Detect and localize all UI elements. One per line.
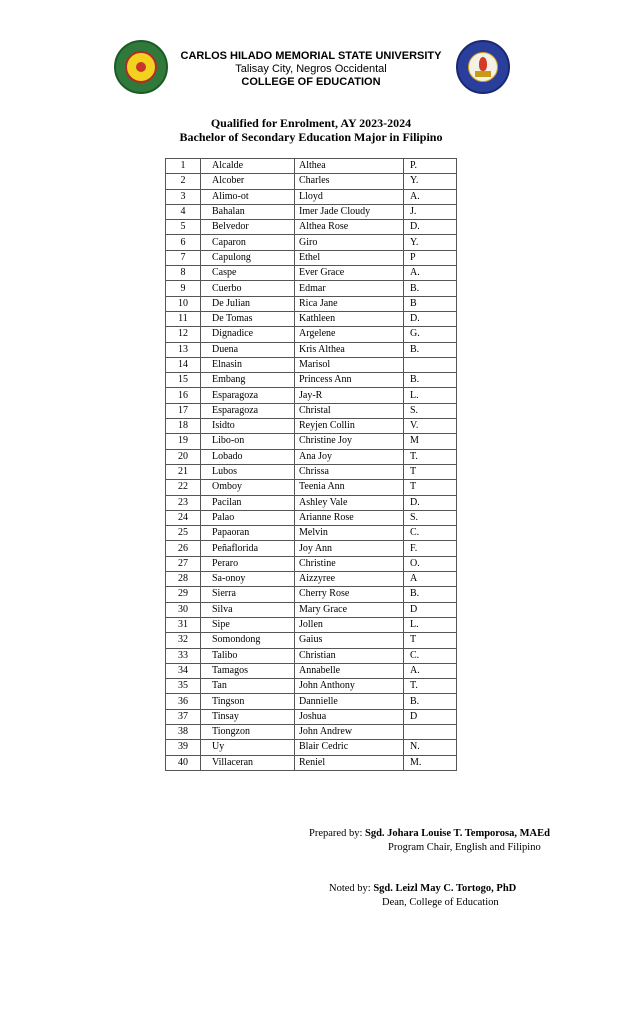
last-name: Dignadice [201,327,295,342]
row-number: 30 [166,602,201,617]
first-name: Marisol [295,357,404,372]
university-location: Talisay City, Negros Occidental [235,63,387,75]
last-name: Uy [201,740,295,755]
middle-initial: D [404,709,457,724]
table-row [166,572,457,587]
row-number: 15 [166,373,201,388]
last-name: Tiongzon [201,724,295,739]
table-row [166,510,457,525]
middle-initial: D. [404,220,457,235]
last-name: Bahalan [201,204,295,219]
first-name: Argelene [295,327,404,342]
first-name: Christine Joy [295,434,404,449]
row-number: 3 [166,189,201,204]
row-number: 17 [166,403,201,418]
row-number: 6 [166,235,201,250]
table-row [166,648,457,663]
middle-initial: B. [404,694,457,709]
first-name: Blair Cedric [295,740,404,755]
table-row [166,464,457,479]
first-name: Cherry Rose [295,587,404,602]
table-row [166,679,457,694]
table-row [166,235,457,250]
row-number: 36 [166,694,201,709]
table-row [166,419,457,434]
row-number: 38 [166,724,201,739]
last-name: Tamagos [201,663,295,678]
first-name: Princess Ann [295,373,404,388]
table-row [166,602,457,617]
table-row [166,159,457,174]
last-name: Peñaflorida [201,541,295,556]
first-name: Chrissa [295,464,404,479]
first-name: John Andrew [295,724,404,739]
last-name: Sierra [201,587,295,602]
middle-initial: P. [404,159,457,174]
middle-initial: L. [404,617,457,632]
row-number: 5 [166,220,201,235]
middle-initial: T [404,633,457,648]
last-name: Alcober [201,174,295,189]
table-row [166,342,457,357]
last-name: Talibo [201,648,295,663]
first-name: Mary Grace [295,602,404,617]
first-name: Christine [295,556,404,571]
row-number: 33 [166,648,201,663]
row-number: 9 [166,281,201,296]
middle-initial: D. [404,495,457,510]
middle-initial: D [404,602,457,617]
last-name: Cuerbo [201,281,295,296]
first-name: Jay-R [295,388,404,403]
middle-initial: J. [404,204,457,219]
row-number: 32 [166,633,201,648]
middle-initial: V. [404,419,457,434]
noted-by-name: Sgd. Leizl May C. Tortogo, PhD [373,883,517,894]
table-row [166,495,457,510]
first-name: Rica Jane [295,296,404,311]
first-name: Teenia Ann [295,480,404,495]
row-number: 4 [166,204,201,219]
last-name: Palao [201,510,295,525]
table-row [166,724,457,739]
table-row [166,541,457,556]
row-number: 1 [166,159,201,174]
first-name: Christal [295,403,404,418]
middle-initial [404,357,457,372]
last-name: Isidto [201,419,295,434]
row-number: 2 [166,174,201,189]
middle-initial [404,724,457,739]
first-name: Kathleen [295,311,404,326]
last-name: Elnasin [201,357,295,372]
last-name: Libo-on [201,434,295,449]
middle-initial: D. [404,311,457,326]
table-row [166,663,457,678]
first-name: Joy Ann [295,541,404,556]
first-name: Lloyd [295,189,404,204]
row-number: 7 [166,250,201,265]
table-row [166,357,457,372]
noted-by-label: Noted by: [329,883,374,894]
row-number: 34 [166,663,201,678]
table-row [166,311,457,326]
prepared-by [309,829,550,840]
first-name: John Anthony [295,679,404,694]
first-name: Annabelle [295,663,404,678]
last-name: Duena [201,342,295,357]
first-name: Althea [295,159,404,174]
table-row [166,449,457,464]
noted-by-title: Dean, College of Education [382,897,499,908]
row-number: 40 [166,755,201,770]
row-number: 29 [166,587,201,602]
middle-initial: N. [404,740,457,755]
first-name: Charles [295,174,404,189]
row-number: 14 [166,357,201,372]
table-row [166,266,457,281]
middle-initial: S. [404,510,457,525]
middle-initial: T [404,480,457,495]
last-name: Alcalde [201,159,295,174]
last-name: Tan [201,679,295,694]
middle-initial: C. [404,648,457,663]
first-name: Ethel [295,250,404,265]
first-name: Gaius [295,633,404,648]
last-name: Sipe [201,617,295,632]
middle-initial: G. [404,327,457,342]
last-name: Lobado [201,449,295,464]
last-name: Caparon [201,235,295,250]
table-row [166,281,457,296]
last-name: De Tomas [201,311,295,326]
first-name: Ana Joy [295,449,404,464]
row-number: 25 [166,526,201,541]
middle-initial: B. [404,373,457,388]
first-name: Althea Rose [295,220,404,235]
table-row [166,755,457,770]
row-number: 12 [166,327,201,342]
first-name: Edmar [295,281,404,296]
middle-initial: O. [404,556,457,571]
table-row [166,403,457,418]
first-name: Kris Althea [295,342,404,357]
prepared-by-title: Program Chair, English and Filipino [388,842,541,853]
first-name: Joshua [295,709,404,724]
middle-initial: A. [404,189,457,204]
first-name: Imer Jade Cloudy [295,204,404,219]
row-number: 18 [166,419,201,434]
last-name: De Julian [201,296,295,311]
middle-initial: Y. [404,174,457,189]
row-number: 8 [166,266,201,281]
row-number: 20 [166,449,201,464]
middle-initial: T [404,464,457,479]
last-name: Caspe [201,266,295,281]
table-row [166,204,457,219]
table-row [166,709,457,724]
table-row [166,327,457,342]
middle-initial: Y. [404,235,457,250]
prepared-by-label: Prepared by: [309,828,365,839]
last-name: Sa-onoy [201,572,295,587]
last-name: Tinsay [201,709,295,724]
table-row [166,296,457,311]
table-row [166,189,457,204]
table-row [166,373,457,388]
table-row [166,434,457,449]
middle-initial: B. [404,587,457,602]
last-name: Alimo-ot [201,189,295,204]
middle-initial: A. [404,663,457,678]
row-number: 39 [166,740,201,755]
prepared-by-name: Sgd. Johara Louise T. Temporosa, MAEd [364,828,550,839]
college-name: COLLEGE OF EDUCATION [241,76,381,88]
table-row [166,617,457,632]
middle-initial: M. [404,755,457,770]
first-name: Dannielle [295,694,404,709]
middle-initial: M [404,434,457,449]
table-row [166,694,457,709]
middle-initial: T. [404,679,457,694]
middle-initial: F. [404,541,457,556]
roster-body [166,159,457,771]
first-name: Ashley Vale [295,495,404,510]
table-row [166,633,457,648]
middle-initial: B [404,296,457,311]
row-number: 13 [166,342,201,357]
first-name: Jollen [295,617,404,632]
last-name: Somondong [201,633,295,648]
last-name: Lubos [201,464,295,479]
row-number: 26 [166,541,201,556]
table-row [166,388,457,403]
middle-initial: B. [404,342,457,357]
table-row [166,740,457,755]
document-title: Qualified for Enrolment, AY 2023-2024 [210,116,412,130]
middle-initial: A [404,572,457,587]
table-row [166,480,457,495]
middle-initial: L. [404,388,457,403]
last-name: Papaoran [201,526,295,541]
first-name: Reyjen Collin [295,419,404,434]
first-name: Arianne Rose [295,510,404,525]
middle-initial: T. [404,449,457,464]
table-row [166,587,457,602]
table-row [166,220,457,235]
noted-by [329,884,516,895]
row-number: 22 [166,480,201,495]
last-name: Villaceran [201,755,295,770]
last-name: Silva [201,602,295,617]
row-number: 35 [166,679,201,694]
program-title: Bachelor of Secondary Education Major in Filipino [179,130,443,144]
college-of-education-seal-icon [456,40,510,94]
middle-initial: B. [404,281,457,296]
table-row [166,526,457,541]
row-number: 19 [166,434,201,449]
first-name: Ever Grace [295,266,404,281]
last-name: Belvedor [201,220,295,235]
first-name: Melvin [295,526,404,541]
row-number: 10 [166,296,201,311]
row-number: 28 [166,572,201,587]
first-name: Giro [295,235,404,250]
university-name: CARLOS HILADO MEMORIAL STATE UNIVERSITY [180,50,442,62]
table-row [166,556,457,571]
middle-initial: S. [404,403,457,418]
middle-initial: A. [404,266,457,281]
row-number: 31 [166,617,201,632]
last-name: Embang [201,373,295,388]
row-number: 27 [166,556,201,571]
middle-initial: P [404,250,457,265]
last-name: Tingson [201,694,295,709]
first-name: Christian [295,648,404,663]
last-name: Capulong [201,250,295,265]
row-number: 23 [166,495,201,510]
qualified-students-table [165,158,457,771]
last-name: Esparagoza [201,403,295,418]
last-name: Omboy [201,480,295,495]
row-number: 11 [166,311,201,326]
last-name: Esparagoza [201,388,295,403]
first-name: Reniel [295,755,404,770]
middle-initial: C. [404,526,457,541]
last-name: Pacilan [201,495,295,510]
row-number: 16 [166,388,201,403]
last-name: Peraro [201,556,295,571]
table-row [166,174,457,189]
row-number: 37 [166,709,201,724]
first-name: Aizzyree [295,572,404,587]
row-number: 21 [166,464,201,479]
table-row [166,250,457,265]
row-number: 24 [166,510,201,525]
